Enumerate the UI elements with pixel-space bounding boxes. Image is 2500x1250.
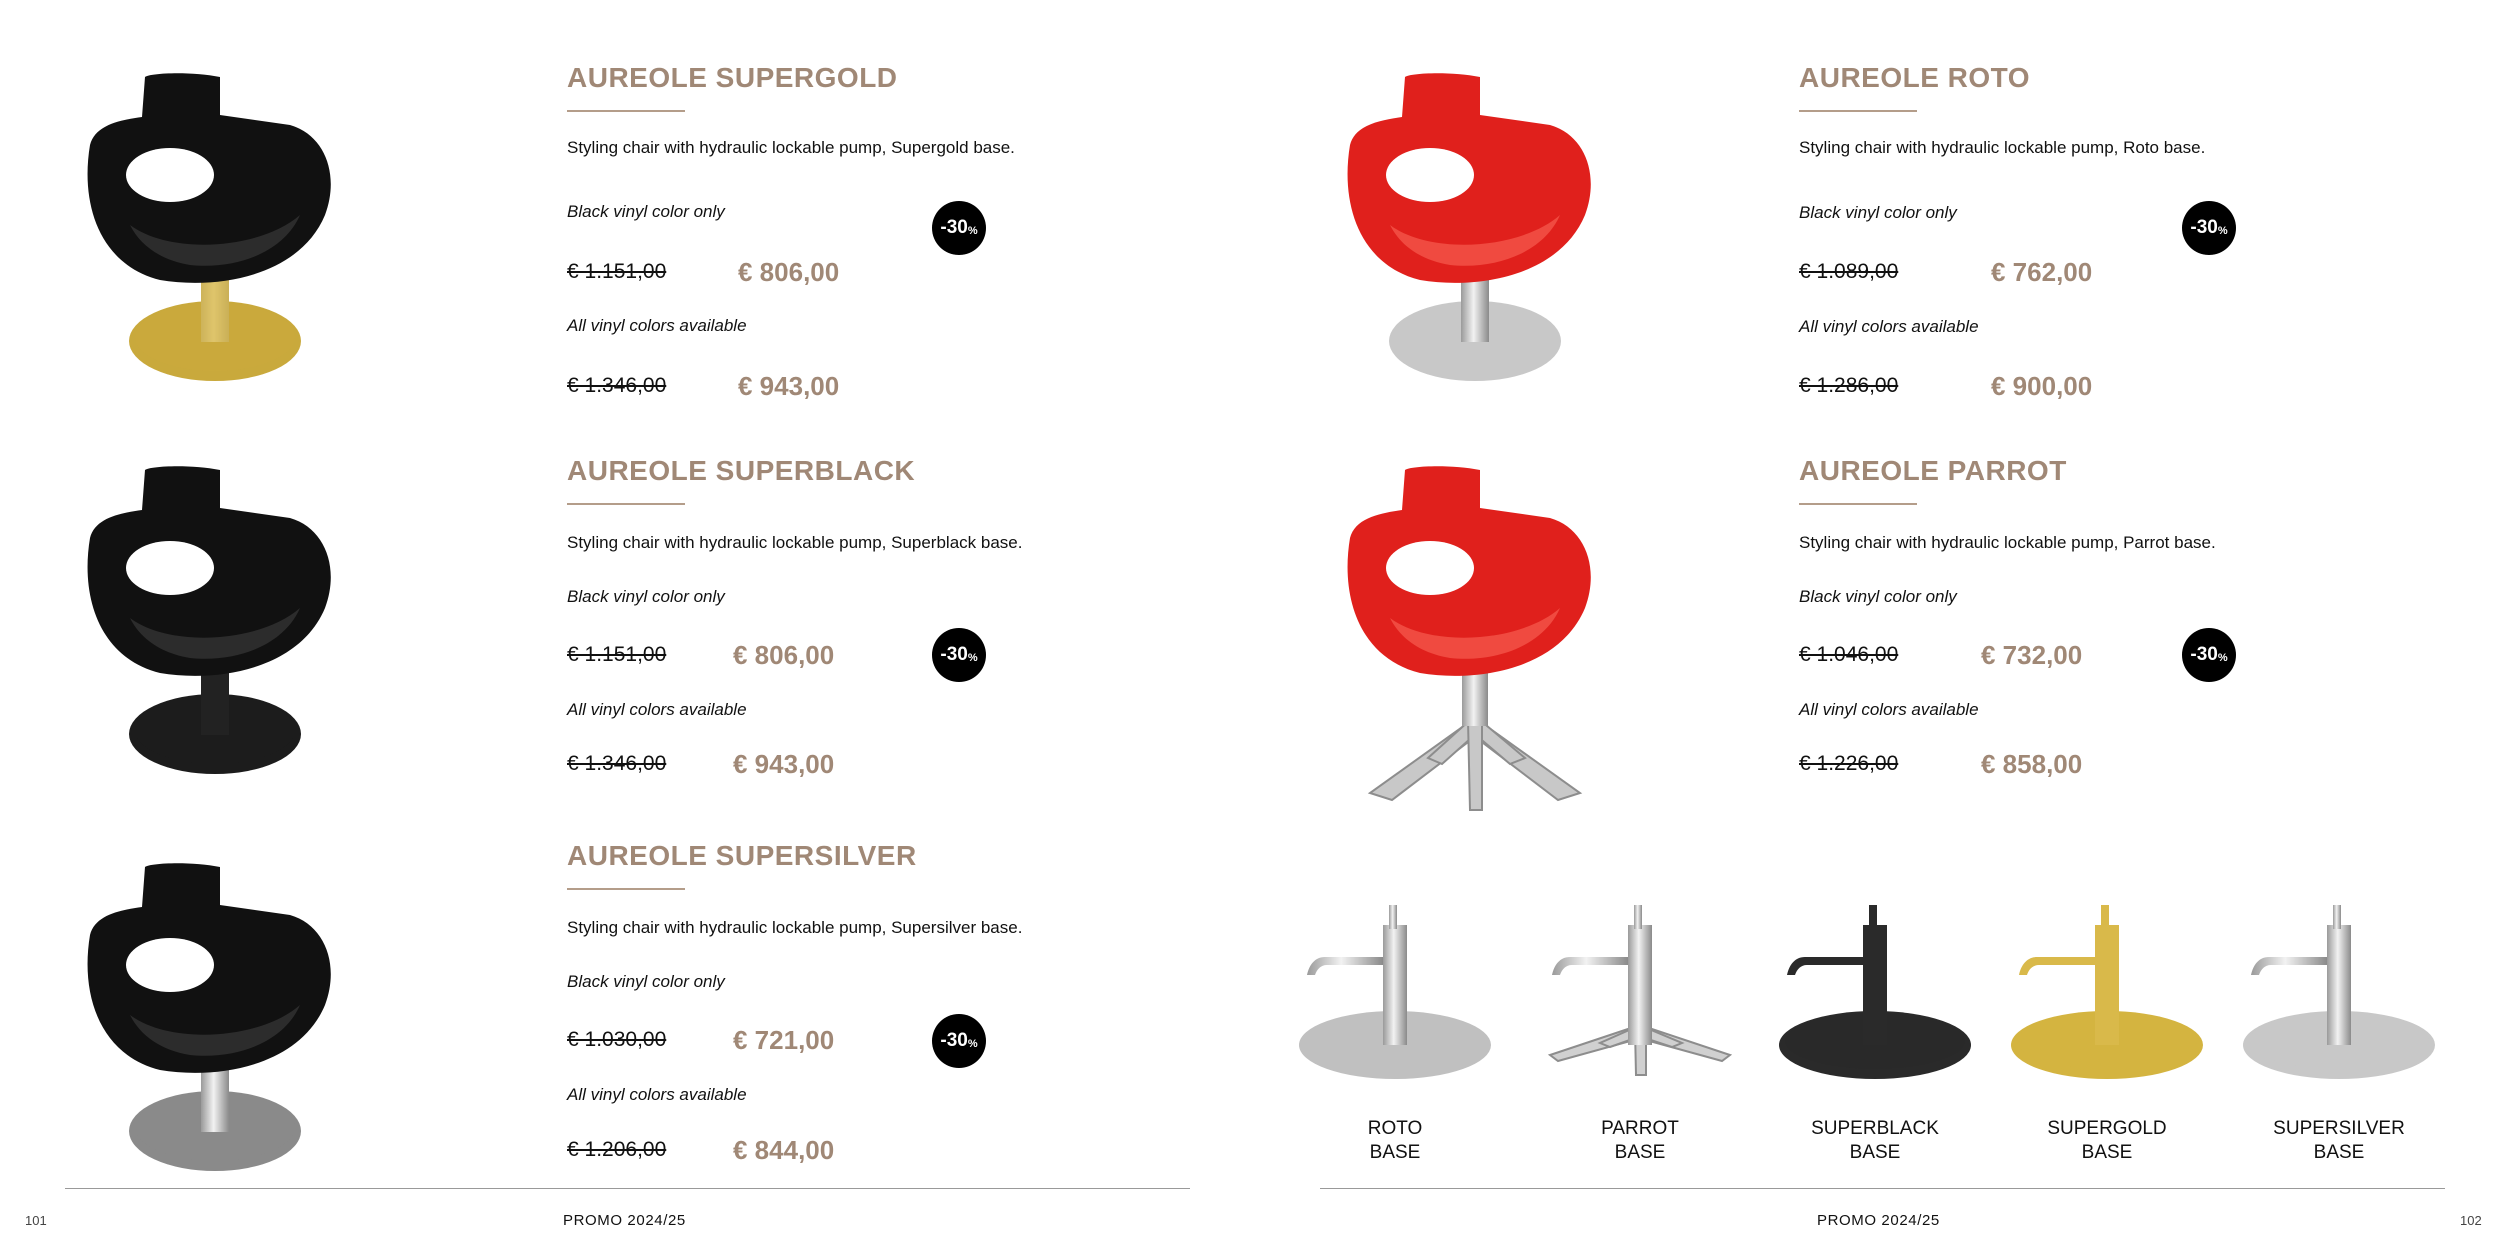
promo-price: € 721,00 [733,1025,835,1055]
promo-price: € 858,00 [1981,749,2083,779]
promo-price: € 943,00 [733,749,835,779]
base-label: SUPERGOLD BASE [2047,1118,2167,1163]
base-label: PARROT BASE [1601,1118,1679,1163]
base-item-supersilver [2234,895,2444,1175]
color-note-all: All vinyl colors available [1799,317,1979,336]
color-note-black: Black vinyl color only [1799,203,1957,222]
superblack-base-icon [1775,895,1975,1095]
base-item-roto [1290,895,1500,1175]
color-note-black: Black vinyl color only [1799,587,1957,606]
promo-price: € 806,00 [733,640,835,670]
color-note-all: All vinyl colors available [567,700,747,719]
discount-badge: -30 % [2182,628,2236,682]
base-label: SUPERSILVER BASE [2273,1118,2405,1163]
product-description: Styling chair with hydraulic lockable pump, Supersilver base. [567,918,1023,937]
old-price: € 1.089,00 [1799,260,1899,283]
footer-divider-left [65,1188,1190,1189]
color-note-all: All vinyl colors available [1799,700,1979,719]
supergold-base-icon [2007,895,2207,1095]
discount-badge: -30 % [932,1014,986,1068]
old-price: € 1.151,00 [567,260,667,283]
discount-badge: -30 % [932,628,986,682]
base-item-parrot [1535,895,1745,1175]
promo-price: € 762,00 [1991,257,2093,287]
promo-price: € 732,00 [1981,640,2083,670]
chair-image [70,458,360,788]
discount-badge: -30 % [2182,201,2236,255]
chair-image [70,855,360,1185]
supersilver-base-icon [2239,895,2439,1095]
chair-image [1330,65,1620,395]
discount-badge: -30 % [932,201,986,255]
footer-label-right: PROMO 2024/25 [1817,1212,1940,1229]
color-note-all: All vinyl colors available [567,1085,747,1104]
promo-price: € 943,00 [738,371,840,401]
product-title: AUREOLE ROTO [1799,62,2031,93]
old-price: € 1.030,00 [567,1028,667,1051]
product-title: AUREOLE SUPERBLACK [567,455,916,486]
old-price: € 1.226,00 [1799,752,1899,775]
product-title: AUREOLE SUPERGOLD [567,62,898,93]
title-underline [567,888,685,890]
old-price: € 1.206,00 [567,1138,667,1161]
chair-image [1330,458,1620,818]
chair-image [70,65,360,395]
product-parrot [1250,430,2500,830]
footer-divider-right [1320,1188,2445,1189]
product-roto [1250,0,2500,400]
parrot-base-icon [1540,895,1740,1095]
promo-price: € 806,00 [738,257,840,287]
product-description: Styling chair with hydraulic lockable pump, Supergold base. [567,138,1015,157]
product-title: AUREOLE PARROT [1799,455,2067,486]
base-label: ROTO BASE [1367,1118,1423,1163]
old-price: € 1.046,00 [1799,643,1899,666]
roto-base-icon [1295,895,1495,1095]
base-item-superblack [1770,895,1980,1175]
footer-label-left: PROMO 2024/25 [563,1212,686,1229]
page-number-right: 102 [2460,1213,2482,1228]
bases-row [1280,895,2470,1175]
title-underline [567,110,685,112]
product-title: AUREOLE SUPERSILVER [567,840,917,871]
color-note-black: Black vinyl color only [567,202,725,221]
product-description: Styling chair with hydraulic lockable pump, Roto base. [1799,138,2206,157]
title-underline [1799,503,1917,505]
base-item-supergold [2002,895,2212,1175]
color-note-black: Black vinyl color only [567,972,725,991]
product-supergold [0,0,1200,400]
title-underline [1799,110,1917,112]
old-price: € 1.286,00 [1799,374,1899,397]
promo-price: € 900,00 [1991,371,2093,401]
product-description: Styling chair with hydraulic lockable pump, Parrot base. [1799,533,2216,552]
old-price: € 1.346,00 [567,374,667,397]
color-note-all: All vinyl colors available [567,316,747,335]
title-underline [567,503,685,505]
old-price: € 1.346,00 [567,752,667,775]
promo-price: € 844,00 [733,1135,835,1165]
product-supersilver [0,820,1200,1190]
old-price: € 1.151,00 [567,643,667,666]
product-description: Styling chair with hydraulic lockable pump, Superblack base. [567,533,1023,552]
color-note-black: Black vinyl color only [567,587,725,606]
base-label: SUPERBLACK BASE [1811,1118,1939,1163]
product-superblack [0,430,1200,800]
page-number-left: 101 [25,1213,47,1228]
